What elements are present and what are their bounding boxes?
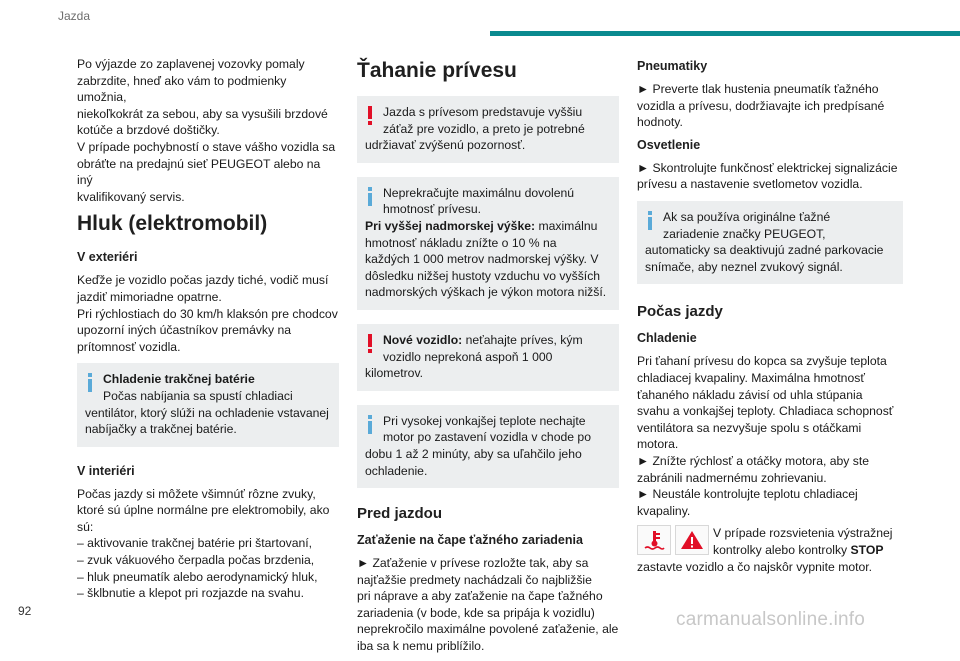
exterior-paragraph: Keďže je vozidlo počas jazdy tiché, vodič musí jazdiť mimoriadne opatrne. Pri rýchlostiach do 30 km/h klaksón pre chodcov upozorní iných účastníkov premávky na prítomnosť vozidla. [77, 273, 338, 354]
hitch-load-heading: Zaťaženie na čape ťažného zariadenia [357, 533, 583, 548]
column-left [77, 56, 339, 608]
coolant-warning-last-line: zastavte vozidlo a čo najskôr vypnite motor. [637, 560, 873, 575]
lights-paragraph: ► Skontrolujte funkčnosť elektrickej signalizácie prívesu a nastavenie svetlometov vozidla. [637, 160, 898, 192]
info-icon [365, 187, 375, 207]
watermark: carmanualsonline.info [676, 609, 866, 630]
towing-heading: Ťahanie prívesu [357, 59, 517, 82]
battery-cooling-info-box: Chladenie trakčnej batérie Počas nabíjania sa spustí chladiaci ventilátor, ktorý slúži na ochladenie vstavanej nabíjačky a trakčnej batérie. [77, 363, 339, 446]
before-driving-heading: Pred jazdou [357, 505, 443, 523]
coolant-warning-note: V prípade rozsvietenia výstražnej kontrolky alebo kontrolky STOP [637, 525, 903, 559]
while-driving-heading: Počas jazdy [637, 303, 723, 321]
tyres-heading: Pneumatiky [637, 59, 708, 73]
towing-warning-box: Jazda s prívesom predstavuje vyššiu záťaž pre vozidlo, a preto je potrebné udržiavať zvýšenú pozornosť. [357, 96, 619, 163]
column-middle [357, 56, 619, 661]
interior-heading: V interiéri [77, 463, 135, 478]
lights-heading: Osvetlenie [637, 137, 701, 152]
warning-lamp-icons [637, 525, 709, 555]
section-header: Jazda [58, 9, 91, 23]
interior-paragraph: Počas jazdy si môžete všimnúť rôzne zvuky, ktoré sú úplne normálne pre elektromobily, ako sú: – aktivovanie trakčnej batérie pri štartovaní, – zvuk vákuového čerpadla počas brzdenia, – hluk pneumatík alebo aerodynamický hluk, – šklbnutie a klepot pri rozjazde na svahu. [77, 486, 330, 601]
exterior-heading: V exteriéri [77, 250, 138, 265]
cooling-paragraph: Pri ťahaní prívesu do kopca sa zvyšuje teplota chladiacej kvapaliny. Maximálna hmotnosť ťahaného nákladu závisí od uhla stúpania svahu a vonkajšej teploty. Chladiaca schopnosť ventilátora sa nezvyšuje spolu s otáčkami motora. ► Znížte rýchlosť a otáčky motora, aby ste zabránili nadmernému zohrievaniu. ► Neustále kontrolujte teplotu chladiacej kvapaliny. [637, 354, 894, 518]
warning-exclamation-icon [365, 334, 375, 354]
column-right [637, 56, 903, 576]
cooling-heading: Chladenie [637, 331, 697, 346]
hitch-load-paragraph: ► Zaťaženie v prívese rozložte tak, aby sa najťažšie predmety nachádzali čo najbližšie pri náprave a aby zaťaženie na čape ťažného zariadenia (v bode, kde sa pripája k vozidlu) neprekročilo maximálne povolené zaťaženie, ale iba sa k nemu priblížilo. [357, 556, 619, 654]
page-number: 92 [18, 604, 32, 618]
trailer-weight-info-box: Neprekračujte maximálnu dovolenú hmotnosť prívesu. Pri vyššej nadmorskej výške: maximálnu hmotnosť nákladu znížte o 10 % na každých 1 000 metrov nadmorskej výšky. V dôsledku nižšej hustoty vzduchu vo vyšších nadmorských výškach je výkon motora nižší. [357, 177, 619, 310]
parking-sensor-info-box: Ak sa používa originálne ťažné zariadenie značky PEUGEOT, automaticky sa deaktivujú zadné parkovacie snímače, aby neznel zvukový signál. [637, 201, 903, 284]
coolant-temperature-warning-icon [637, 525, 671, 555]
warning-triangle-icon [675, 525, 709, 555]
intro-paragraph: Po výjazde zo zaplavenej vozovky pomaly zabrzdite, hneď ako vám to podmienky umožnia, niekoľkokrát za sebou, aby sa vysušili brzdové kotúče a brzdové doštičky. V prípade pochybností o stave vášho vozidla sa obráťte na predajnú sieť PEUGEOT alebo na iný kvalifikovaný servis. [77, 57, 336, 204]
new-vehicle-warning-box: Nové vozidlo: neťahajte príves, kým vozidlo neprekoná aspoň 1 000 kilometrov. [357, 324, 619, 391]
header-accent-bar [490, 31, 960, 36]
tyres-paragraph: ► Preverte tlak hustenia pneumatík ťažného vozidla a prívesu, dodržiavajte ich predpísané hodnoty. [637, 82, 885, 130]
info-icon [365, 415, 375, 435]
engine-cooldown-info-box: Pri vysokej vonkajšej teplote nechajte motor po zastavení vozidla v chode po dobu 1 až 2 minúty, aby sa uľahčilo jeho ochladenie. [357, 405, 619, 488]
noise-heading: Hluk (elektromobil) [77, 212, 268, 236]
info-icon [645, 211, 655, 231]
info-icon [85, 373, 95, 393]
warning-exclamation-icon [365, 106, 375, 126]
